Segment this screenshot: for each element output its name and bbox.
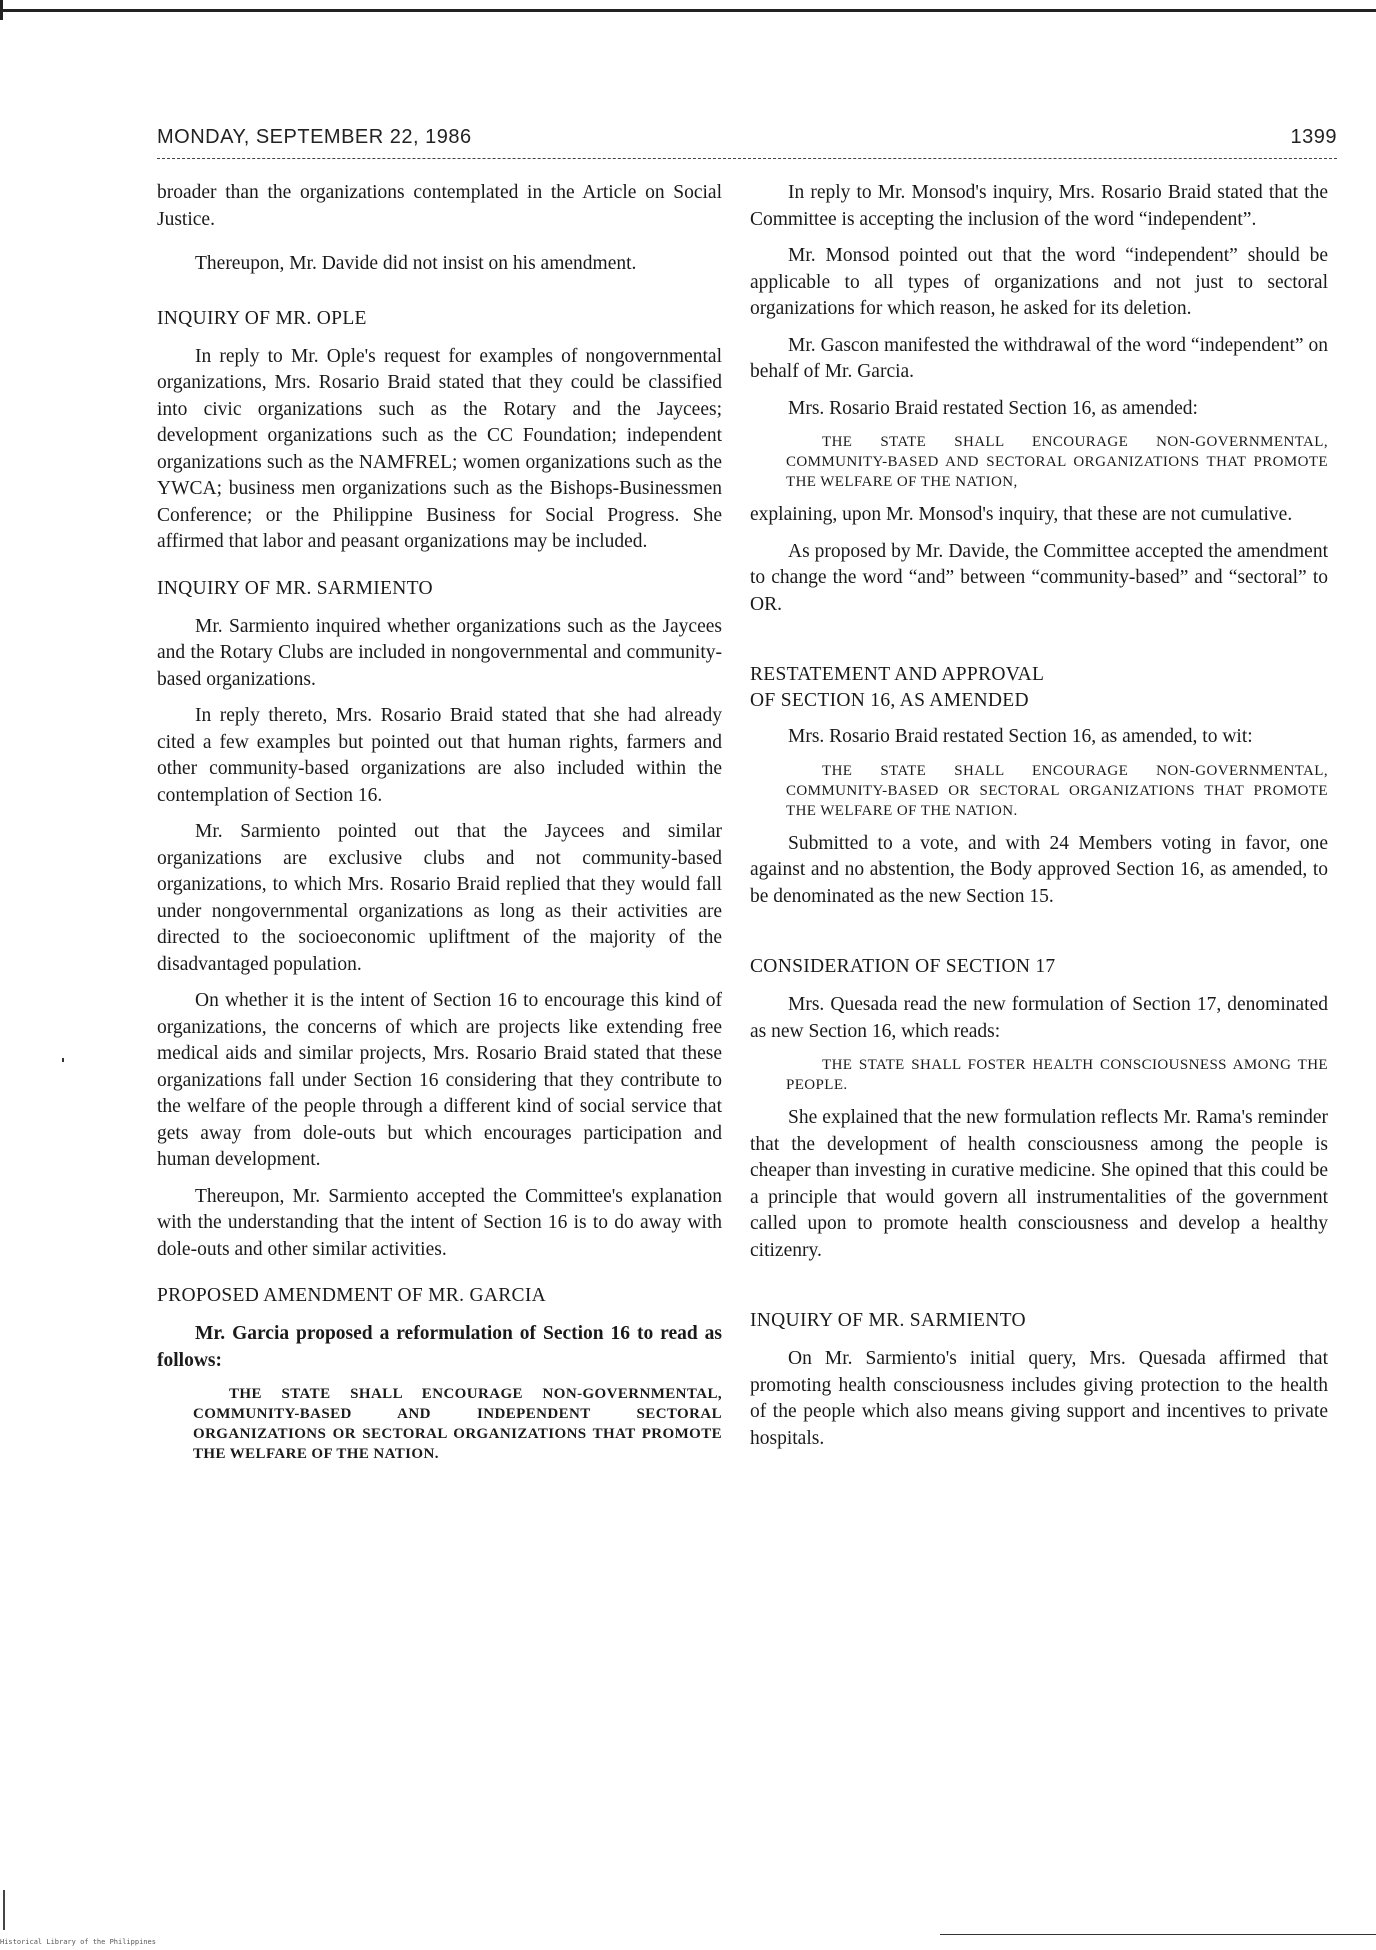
page-number: 1399 bbox=[1290, 126, 1337, 148]
paragraph: She explained that the new formulation reflects Mr. Rama's reminder that the development of health consciousness among the people is cheaper than investing in curative medicine. She opined that this could be a principle that would govern all instrumentalities of the government called upon to promote health consciousness and develop a healthy citizenry. bbox=[750, 1107, 1328, 1261]
paragraph: Mrs. Quesada read the new formulation of Section 17, denominated as new Section 16, which reads: bbox=[750, 994, 1328, 1042]
paragraph: In reply to Mr. Ople's request for examples of nongovernmental organizations, Mrs. Rosario Braid stated that they could be classified into civic organizations such as the Rotary and the Jaycees; development organizations such as the CC Foundation; independent organizations such as the NAMFREL; women organizations such as the YWCA; business men organizations such as the Bishops-Businessmen Conference; or the Philippine Business for Social Progress. She affirmed that labor and peasant organizations may be included. bbox=[157, 345, 722, 552]
paragraph: Mr. Garcia proposed a reformulation of Section 16 to read as follows: bbox=[157, 1323, 722, 1371]
paragraph: Mrs. Rosario Braid restated Section 16, as amended: bbox=[788, 397, 1198, 419]
paragraph: Mrs. Rosario Braid restated Section 16, as amended, to wit: bbox=[788, 726, 1253, 747]
heading-line: OF SECTION 16, AS AMENDED bbox=[750, 690, 1029, 711]
paragraph: broader than the organizations contemplated in the Article on Social Justice. bbox=[157, 182, 722, 230]
top-border-rule bbox=[0, 9, 1376, 12]
paragraph: Mr. Monsod pointed out that the word “independent” should be applicable to all types of organizations and not just to sectoral organizations for which reason, he asked for its deletion. bbox=[750, 245, 1328, 319]
archive-footer: Historical Library of the Philippines bbox=[0, 1938, 156, 1946]
paragraph: As proposed by Mr. Davide, the Committee accepted the amendment to change the word “and” between “community-based” and “sectoral” to OR. bbox=[750, 540, 1328, 615]
paragraph: Thereupon, Mr. Sarmiento accepted the Committee's explanation with the understanding that the intent of Section 16 is to do away with dole-outs and other similar activities. bbox=[157, 1185, 722, 1260]
right-column bbox=[750, 180, 1328, 1462]
section-heading: INQUIRY OF MR. SARMIENTO bbox=[157, 577, 433, 599]
scan-speck bbox=[62, 1058, 64, 1062]
paragraph: In reply thereto, Mrs. Rosario Braid stated that she had already cited a few examples but pointed out that human rights, farmers and other community-based organizations are also included within the contemplation of Section 16. bbox=[157, 705, 722, 806]
block-quote: THE STATE SHALL ENCOURAGE NON-GOVERNMENTAL, COMMUNITY-BASED OR SECTORAL ORGANIZATIONS THAT PROMOTE THE WELFARE OF THE NATION. bbox=[786, 762, 1328, 819]
paragraph: On Mr. Sarmiento's initial query, Mrs. Quesada affirmed that promoting health consciousness includes giving protection to the health of the people which also means giving support and incentives to private hospitals. bbox=[750, 1348, 1328, 1449]
paragraph: explaining, upon Mr. Monsod's inquiry, that these are not cumulative. bbox=[750, 504, 1293, 525]
section-heading bbox=[750, 662, 1328, 714]
block-quote: THE STATE SHALL ENCOURAGE NON-GOVERNMENTAL, COMMUNITY-BASED AND INDEPENDENT SECTORAL ORGANIZATIONS OR SECTORAL ORGANIZATIONS THAT PROMOTE THE WELFARE OF THE NATION. bbox=[193, 1386, 722, 1462]
left-column bbox=[157, 180, 722, 1474]
paragraph: In reply to Mr. Monsod's inquiry, Mrs. Rosario Braid stated that the Committee is accepting the inclusion of the word “independent”. bbox=[750, 182, 1328, 230]
section-heading: PROPOSED AMENDMENT OF MR. GARCIA bbox=[157, 1285, 547, 1306]
heading-line: RESTATEMENT AND APPROVAL bbox=[750, 664, 1045, 685]
page-date: MONDAY, SEPTEMBER 22, 1986 bbox=[157, 126, 472, 148]
paragraph: Thereupon, Mr. Davide did not insist on his amendment. bbox=[195, 253, 637, 274]
section-heading: INQUIRY OF MR. SARMIENTO bbox=[750, 1310, 1026, 1331]
block-quote: THE STATE SHALL FOSTER HEALTH CONSCIOUSNESS AMONG THE PEOPLE. bbox=[786, 1057, 1328, 1093]
paragraph: Submitted to a vote, and with 24 Members voting in favor, one against and no abstention, the Body approved Section 16, as amended, to be denominated as the new Section 15. bbox=[750, 832, 1328, 907]
block-quote: THE STATE SHALL ENCOURAGE NON-GOVERNMENTAL, COMMUNITY-BASED AND SECTORAL ORGANIZATIONS THAT PROMOTE THE WELFARE OF THE NATION, bbox=[786, 434, 1328, 490]
running-head bbox=[157, 126, 1337, 166]
footer-rule bbox=[940, 1934, 1376, 1935]
section-heading: INQUIRY OF MR. OPLE bbox=[157, 307, 367, 329]
paragraph: Mr. Gascon manifested the withdrawal of the word “independent” on behalf of Mr. Garcia. bbox=[750, 334, 1328, 382]
section-heading: CONSIDERATION OF SECTION 17 bbox=[750, 956, 1056, 977]
header-rule bbox=[157, 158, 1337, 159]
paragraph: Mr. Sarmiento pointed out that the Jaycees and similar organizations are exclusive clubs and not community-based organizations, to which Mrs. Rosario Braid replied that they would fall under nongovernmental organizations as long as their activities are directed to the socioeconomic upliftment of the majority of the disadvantaged population. bbox=[157, 821, 722, 975]
paragraph: On whether it is the intent of Section 16 to encourage this kind of organizations, the concerns of which are projects like extending free medical aids and similar projects, Mrs. Rosario Braid stated that these organizations fall under Section 16 considering that they contribute to the welfare of the people through a different kind of social service that gets away from dole-outs but which encourages participation and human development. bbox=[157, 990, 722, 1170]
scan-edge-mark bbox=[3, 1890, 9, 1930]
paragraph: Mr. Sarmiento inquired whether organizations such as the Jaycees and the Rotary Clubs are included in nongovernmental and community-based organizations. bbox=[157, 615, 722, 690]
